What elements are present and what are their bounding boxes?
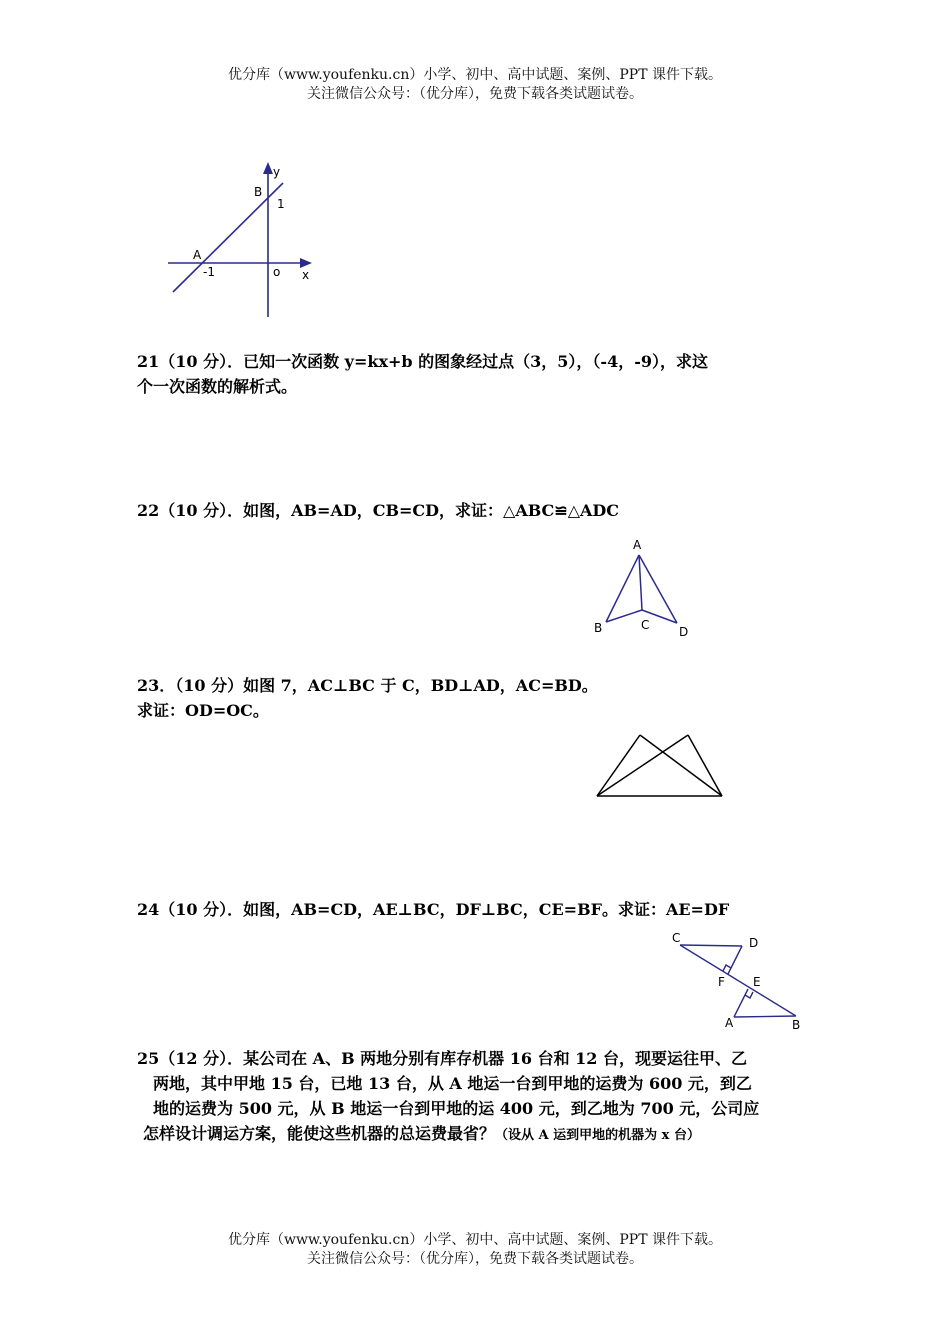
q25-line-3: 地的运费为 500 元，从 B 地运一台到甲地的运 400 元，到乙地为 700 元，公司应: [153, 1099, 760, 1118]
footer-line-1: 优分库（www.youfenku.cn）小学、初中、高中试题、案例、PPT 课件下载。: [227, 1232, 722, 1248]
label-x: x: [302, 268, 310, 282]
question-23: [137, 673, 827, 723]
label-y: y: [273, 165, 281, 179]
question-22: [137, 498, 827, 523]
header-line-2: 关注微信公众号：（优分库），免费下载各类试题试卷。: [307, 86, 643, 102]
rt-label-d: D: [749, 936, 759, 950]
rt-label-a: A: [725, 1016, 734, 1030]
page-footer: [0, 1231, 950, 1269]
rt-label-c: C: [672, 931, 681, 945]
label-one: 1: [277, 197, 285, 211]
x-axis-arrow: [300, 258, 312, 268]
figure-right-triangles: [668, 928, 818, 1038]
q25-note: （设从 A 运到甲地的机器为 x 台）: [495, 1128, 700, 1143]
question-25: [137, 1046, 827, 1148]
function-line: [173, 183, 283, 292]
kite-label-b: B: [594, 621, 603, 635]
rt-label-b: B: [792, 1018, 801, 1032]
q23-line-2: 求证：OD=OC。: [137, 701, 269, 720]
q23-line-1: 23．（10 分）如图 7，AC⊥BC 于 C，BD⊥AD，AC=BD。: [137, 676, 598, 695]
label-b: B: [254, 185, 263, 199]
header-line-1: 优分库（www.youfenku.cn）小学、初中、高中试题、案例、PPT 课件下载。: [227, 67, 722, 83]
label-neg-one: -1: [203, 265, 215, 279]
rt-label-e: E: [753, 975, 761, 989]
footer-line-2: 关注微信公众号：（优分库），免费下载各类试题试卷。: [307, 1251, 643, 1267]
y-axis-arrow: [263, 162, 273, 174]
q24-text: 24（10 分）．如图，AB=CD，AE⊥BC，DF⊥BC，CE=BF。求证：AE=DF: [137, 900, 730, 919]
q25-line-4-text: 怎样设计调运方案，能使这些机器的总运费最省？: [143, 1124, 496, 1143]
label-a: A: [193, 248, 202, 262]
page-header: [0, 66, 950, 104]
question-24: [137, 897, 827, 922]
q22-text: 22（10 分）．如图，AB=AD，CB=CD，求证：△ABC≌△ADC: [137, 501, 620, 520]
label-origin: o: [273, 265, 281, 279]
figure-coordinate-axes: [165, 160, 325, 320]
kite-label-c: C: [641, 618, 650, 632]
kite-label-d: D: [679, 625, 689, 639]
q21-line-2: 个一次函数的解析式。: [137, 377, 298, 396]
figure-crossing-triangles: [592, 730, 732, 810]
q25-line-2: 两地，其中甲地 15 台，已地 13 台，从 A 地运一台到甲地的运费为 600 元，到乙: [153, 1074, 752, 1093]
q21-line-1: 21（10 分）．已知一次函数 y=kx+b 的图象经过点（3，5），（-4，-9），求这: [137, 352, 708, 371]
rt-label-f: F: [718, 975, 725, 989]
kite-label-a: A: [633, 538, 642, 552]
q25-line-1: 25（12 分）．某公司在 A、B 两地分别有库存机器 16 台和 12 台，现要运往甲、乙: [137, 1049, 747, 1068]
figure-kite-abcd: [590, 535, 710, 645]
question-21: [137, 349, 827, 399]
q25-line-4: [137, 1121, 827, 1148]
